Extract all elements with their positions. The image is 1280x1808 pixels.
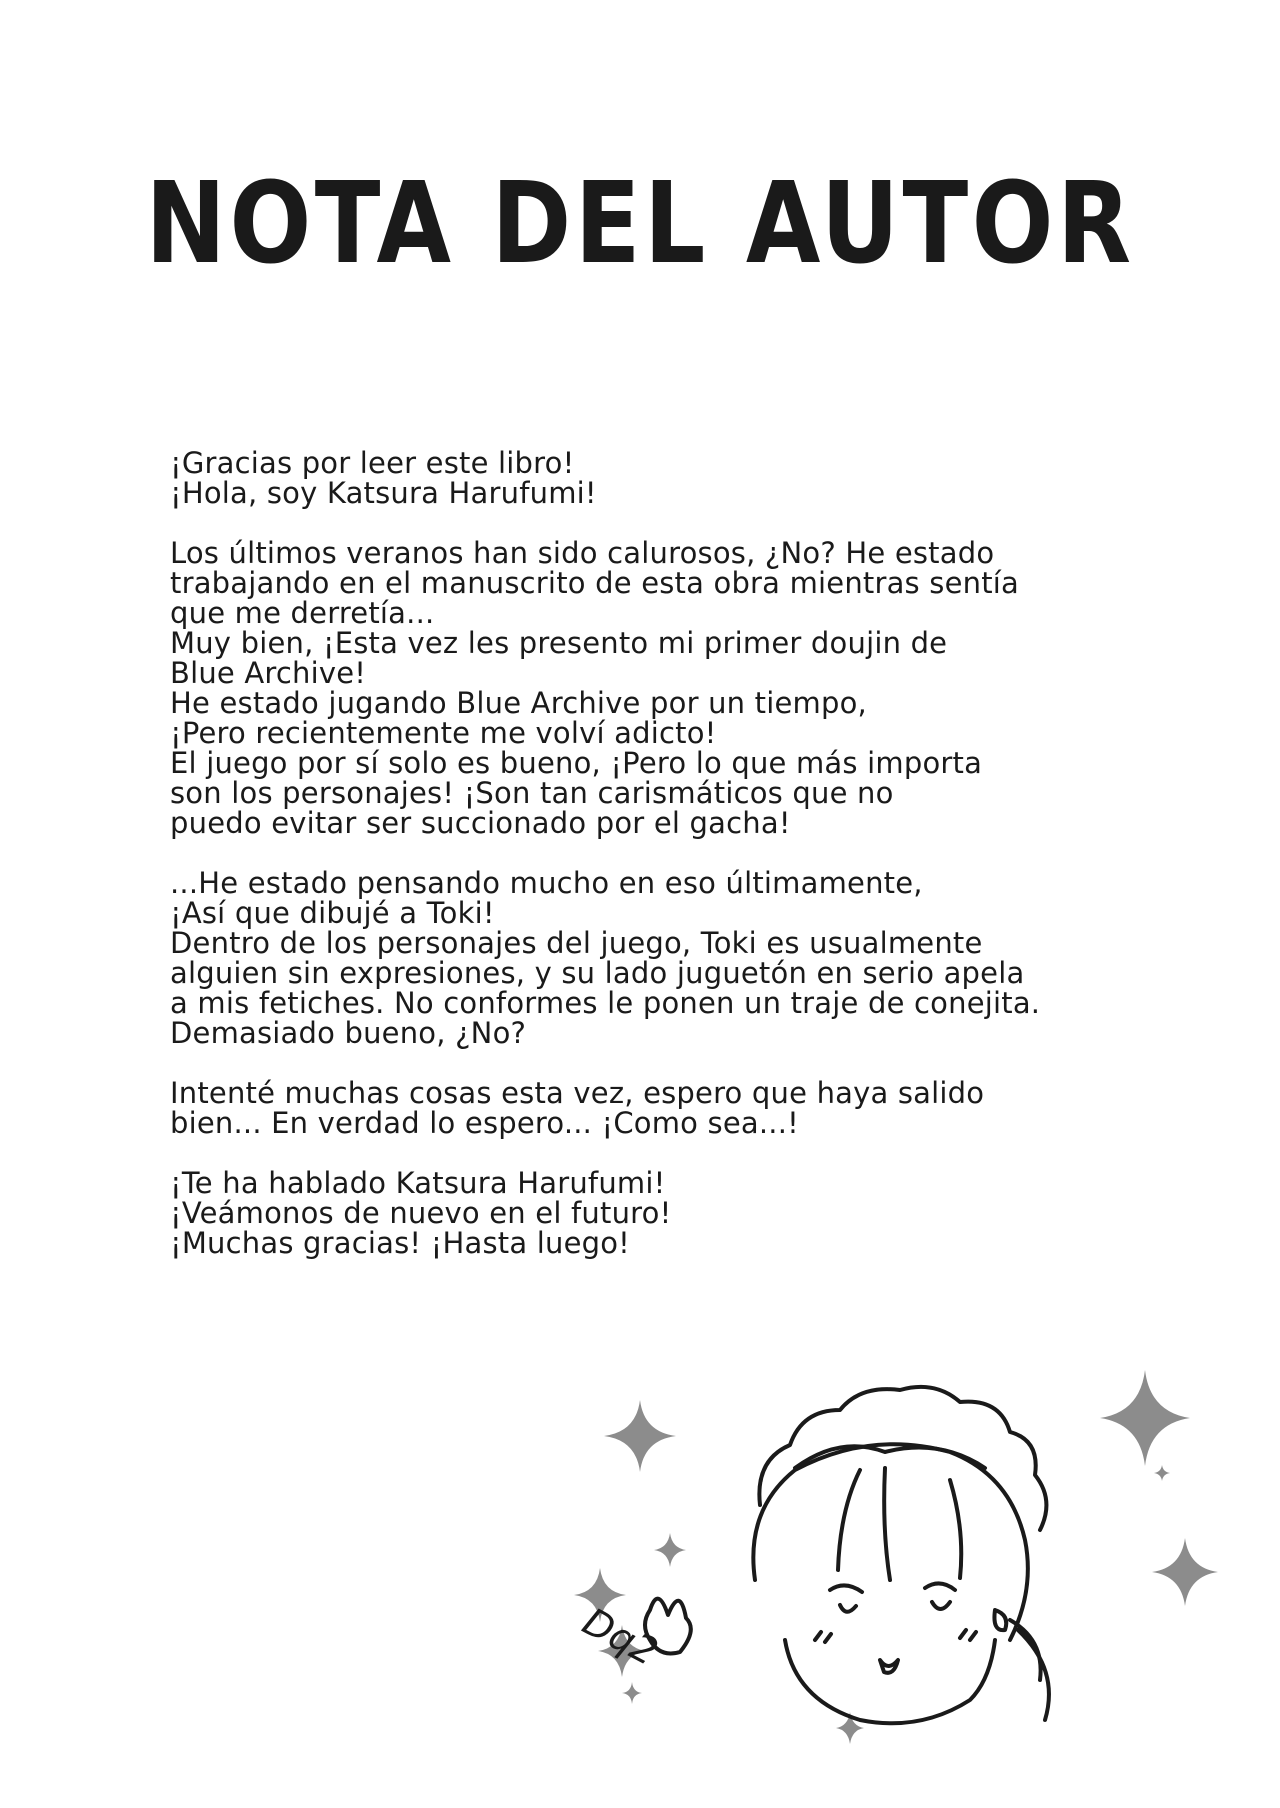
text-line: He estado jugando Blue Archive por un tiempo, (170, 686, 867, 720)
left-eye (830, 1585, 862, 1611)
hair-strands (838, 1468, 961, 1580)
toki-chibi-illustration (540, 1340, 1260, 1800)
text-line: Demasiado bueno, ¿No? (170, 1016, 527, 1050)
text-line: ¡Veámonos de nuevo en el futuro! (170, 1196, 672, 1230)
author-note-text (170, 448, 1170, 1288)
text-line: ¡Te ha hablado Katsura Harufumi! (170, 1166, 666, 1200)
sparkle-group (574, 1370, 1218, 1744)
text-line: Los últimos veranos han sido calurosos, ¿No? He estado (170, 536, 995, 570)
text-line: alguien sin expresiones, y su lado juguetón en serio apela (170, 956, 1025, 990)
blush (815, 1630, 976, 1642)
text-line: Blue Archive! (170, 656, 367, 690)
text-line: Intenté muchas cosas esta vez, espero que haya salido (170, 1076, 985, 1110)
text-line: puedo evitar ser succionado por el gacha! (170, 806, 791, 840)
sparkle-icon (1154, 1465, 1170, 1481)
text-line: ¡Así que dibujé a Toki! (170, 896, 495, 930)
page-title: NOTA DEL AUTOR (145, 159, 1135, 289)
text-line: bien... En verdad lo espero... ¡Como sea...! (170, 1106, 799, 1140)
paragraph-closing (170, 1168, 1170, 1258)
headdress-outline (759, 1387, 1046, 1530)
text-line: ¡Gracias por leer este libro! (170, 446, 575, 480)
paragraph-greeting (170, 448, 1170, 508)
text-line: Dentro de los personajes del juego, Toki es usualmente (170, 926, 983, 960)
face-outline (785, 1640, 995, 1723)
ribbon (1010, 1620, 1049, 1720)
text-line: ...He estado pensando mucho en eso últimamente, (170, 866, 923, 900)
text-line: que me derretía... (170, 596, 435, 630)
mouth (880, 1660, 898, 1673)
sparkle-icon (1152, 1538, 1218, 1606)
sparkle-icon (622, 1682, 642, 1704)
sparkle-icon (1100, 1370, 1190, 1466)
hair-outline (753, 1444, 1028, 1640)
text-line: ¡Pero recientemente me volví adicto! (170, 716, 717, 750)
paragraph-hope (170, 1078, 1170, 1138)
face-drawing (645, 1387, 1049, 1723)
text-line: El juego por sí solo es bueno, ¡Pero lo que más importa (170, 746, 983, 780)
sparkle-icon (604, 1400, 676, 1472)
text-line: Muy bien, ¡Esta vez les presento mi primer doujin de (170, 626, 948, 660)
paragraph-toki (170, 868, 1170, 1048)
earring (994, 1610, 1006, 1630)
paragraph-intro (170, 538, 1170, 838)
illustration-svg (540, 1340, 1260, 1800)
text-line: trabajando en el manuscrito de esta obra mientras sentía (170, 566, 1020, 600)
artist-signature: Dq2 (575, 1599, 665, 1675)
text-line: son los personajes! ¡Son tan carismáticos que no (170, 776, 894, 810)
text-line: a mis fetiches. No conformes le ponen un traje de conejita. (170, 986, 1041, 1020)
right-eye (925, 1583, 955, 1609)
text-line: ¡Muchas gracias! ¡Hasta luego! (170, 1226, 631, 1260)
text-line: ¡Hola, soy Katsura Harufumi! (170, 476, 597, 510)
sparkle-icon (654, 1533, 686, 1567)
